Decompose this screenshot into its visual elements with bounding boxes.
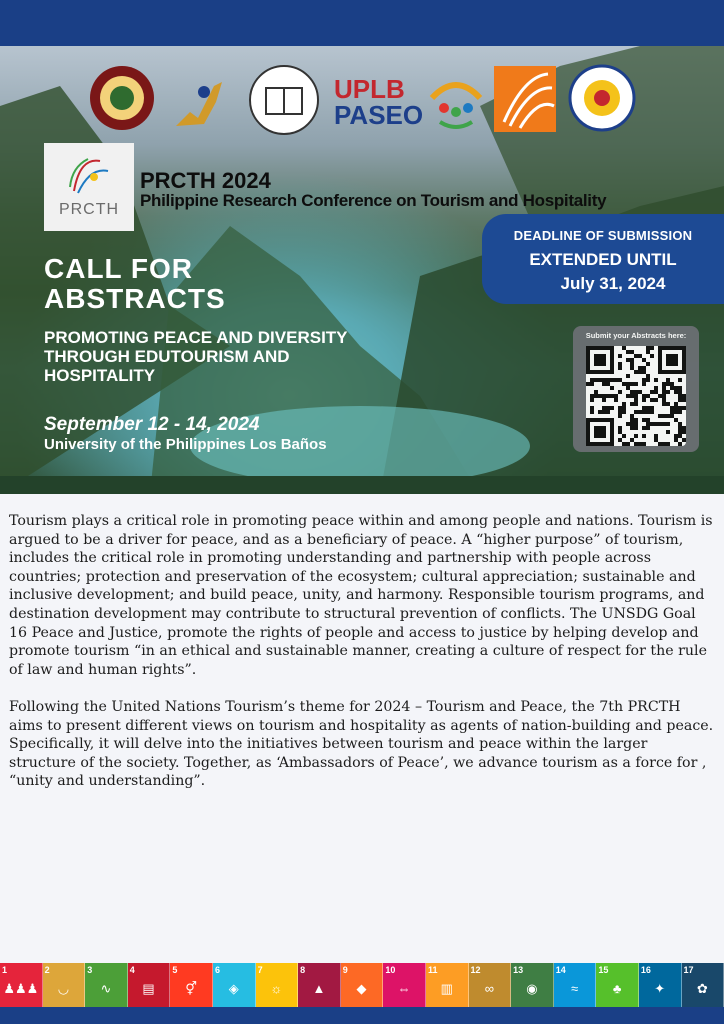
deadline-date: July 31, 2024 — [560, 274, 666, 293]
paragraph-1: Tourism plays a critical role in promoting peace within and among people and nations. Tourism is argued to be a driver for peace, and as a beneficiary of peace. A “higher purpose” of tourism, includes the critical role in promoting understanding and partnership with people across countries; protection and preservation of the ecosystem; cultural appreciation; sustainable and inclusive development; and build peace, unity, and harmony. Responsible tourism programs, and destination development may contribute to structural prevention of conflicts. The UNSDG Goal 16 Peace and Justice, promote the rights of people and access to justice by helping develop and promote tourism “in an ethical and sustainable manner, creating a culture of respect for the rule of law and human rights”. — [9, 513, 713, 678]
sun-icon: ☼ — [270, 981, 283, 996]
sdg-number: 14 — [555, 965, 566, 975]
sdg-tile-15 — [596, 963, 639, 1007]
sdg-number: 9 — [342, 965, 348, 975]
sdg-number: 17 — [683, 965, 694, 975]
deadline-extended: EXTENDED UNTIL — [529, 250, 677, 269]
sdg-tile-6 — [213, 963, 256, 1007]
eye-icon: ◉ — [526, 981, 538, 996]
growth-chart-icon: ▲ — [312, 981, 326, 996]
conference-theme: PROMOTING PEACE AND DIVERSITY THROUGH EDUTOURISM AND HOSPITALITY — [44, 328, 348, 385]
hero-banner — [0, 46, 724, 494]
sdg-number: 15 — [598, 965, 609, 975]
sdg-tile-8 — [298, 963, 341, 1007]
conference-subtitle: Philippine Research Conference on Tourism and Hospitality — [140, 191, 607, 210]
gender-icon: ⚥ — [185, 981, 198, 996]
top-bar — [0, 0, 724, 46]
sdg-number: 6 — [214, 965, 220, 975]
up-seal-icon — [88, 64, 156, 132]
fish-icon: ≈ — [570, 981, 579, 996]
sdg-tile-1 — [0, 963, 43, 1007]
submission-qr-code[interactable] — [586, 346, 686, 446]
book-icon: ▤ — [142, 981, 155, 996]
sdg-number: 5 — [172, 965, 178, 975]
uplb-paseo-logo: UPLB PASEO — [334, 74, 424, 130]
bird-emblem-icon — [170, 72, 228, 130]
sdg-number: 11 — [427, 965, 438, 975]
cubes-icon: ◆ — [356, 981, 367, 996]
sdg-number: 1 — [2, 965, 8, 975]
water-icon: ◈ — [228, 981, 239, 996]
sdg-number: 13 — [513, 965, 524, 975]
globe-book-emblem-icon — [248, 64, 320, 136]
sdg-tile-11 — [426, 963, 469, 1007]
prcth-logo — [44, 143, 134, 231]
sdg-tile-16 — [639, 963, 682, 1007]
tree-icon: ♣ — [612, 981, 622, 996]
sdg-number: 4 — [129, 965, 135, 975]
prcth-logo-text: PRCTH — [58, 201, 120, 218]
arch-people-logo-icon — [424, 68, 488, 132]
city-icon: ▥ — [440, 981, 453, 996]
conference-title: PRCTH 2024 — [140, 168, 271, 193]
sdg-tile-14 — [554, 963, 597, 1007]
sdg-tile-5 — [170, 963, 213, 1007]
sdg-number: 10 — [385, 965, 396, 975]
description-text — [9, 512, 715, 810]
qr-card — [573, 326, 699, 452]
sdg-number: 7 — [257, 965, 263, 975]
people-icon: ♟♟♟ — [3, 981, 39, 996]
qr-code-pattern — [586, 346, 686, 446]
sdg-tile-9 — [341, 963, 384, 1007]
sdg-number: 3 — [87, 965, 93, 975]
sdg-tile-4 — [128, 963, 171, 1007]
sdg-tile-12 — [469, 963, 512, 1007]
conference-venue: University of the Philippines Los Baños — [44, 436, 327, 453]
deadline-label: DEADLINE OF SUBMISSION — [513, 228, 693, 243]
dove-icon: ✦ — [654, 981, 666, 996]
infinity-icon: ∞ — [484, 981, 494, 996]
sdg-number: 2 — [44, 965, 50, 975]
sdg-number: 12 — [470, 965, 481, 975]
sdg-tile-2 — [43, 963, 86, 1007]
paragraph-2: Following the United Nations Tourism’s theme for 2024 – Tourism and Peace, the 7th PRCTH aims to present different views on tourism and hospitality as agents of nation-building and peace. Specifically, it will delve into the initiatives between tourism and peace within the larger structure of the society. Together, as ‘Ambassadors of Peace’, we advance tourism as a force for , “unity and understanding”. — [9, 698, 714, 790]
globe-grid-logo-icon — [494, 66, 556, 132]
sdg-tile-17 — [682, 963, 724, 1007]
sdg-number: 8 — [300, 965, 306, 975]
deadline-banner — [482, 214, 724, 304]
heartbeat-icon: ∿ — [100, 981, 112, 996]
flower-icon: ✿ — [696, 981, 708, 996]
conference-date: September 12 - 14, 2024 — [44, 414, 260, 435]
call-for-abstracts-heading: CALL FOR ABSTRACTS — [44, 253, 226, 314]
bottom-bar — [0, 1007, 724, 1024]
sdg-tile-3 — [85, 963, 128, 1007]
prcth-swirl-icon — [44, 147, 134, 203]
sdg-number: 16 — [640, 965, 651, 975]
partner-logos — [0, 64, 724, 154]
sdg-tile-13 — [511, 963, 554, 1007]
bowl-icon: ◡ — [57, 981, 70, 996]
qr-label: Submit your Abstracts here: — [585, 331, 687, 340]
equality-icon: ⇔ — [397, 981, 411, 996]
ched-seal-icon — [568, 64, 636, 132]
sdg-tile-10 — [383, 963, 426, 1007]
sdg-goals-strip — [0, 963, 724, 1007]
sdg-tile-7 — [256, 963, 299, 1007]
